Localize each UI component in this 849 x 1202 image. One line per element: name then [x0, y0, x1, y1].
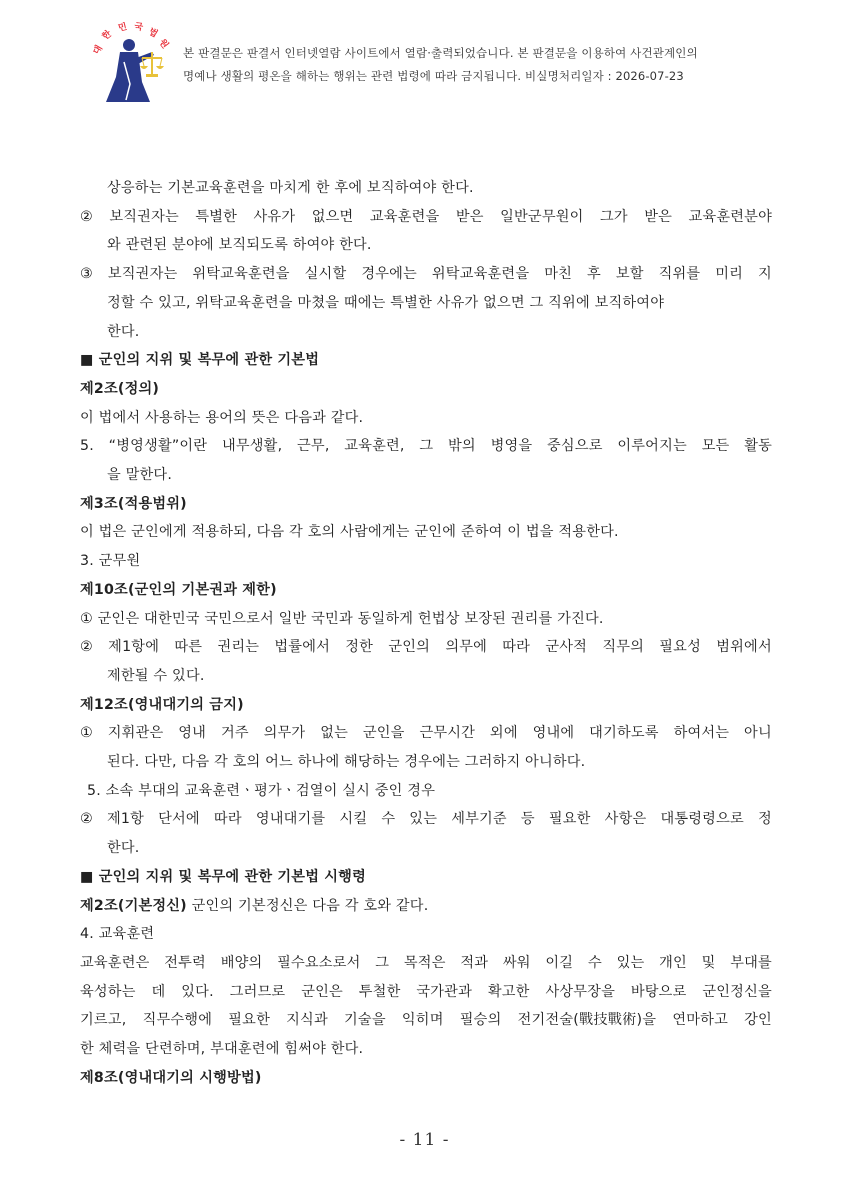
word: 지	[758, 266, 772, 283]
paragraph-line: 제한될 수 있다.	[107, 667, 205, 684]
paragraph-line	[80, 1006, 772, 1035]
word: 의무가	[263, 725, 306, 742]
word: 따라	[213, 811, 242, 828]
word: 있는	[616, 954, 645, 971]
word: 정	[757, 811, 772, 828]
word: 밖의	[448, 438, 476, 455]
word: 기르고,	[80, 1012, 127, 1029]
word: 일반군무원이	[500, 208, 584, 225]
paragraph-line: 을 말한다.	[107, 467, 173, 484]
word: 군인을	[362, 725, 405, 742]
article-heading: 제8조(영내대기의 시행방법)	[80, 1069, 262, 1086]
word: 지휘관은	[107, 725, 164, 742]
court-logo	[86, 22, 176, 104]
word: 제1항에	[108, 639, 160, 656]
article-text: 군인의 기본정신은 다음 각 호와 같다.	[186, 897, 429, 914]
word: 5.	[80, 438, 94, 455]
word: 의무에	[445, 639, 488, 656]
word: 필요한	[228, 1012, 270, 1029]
word: 법률에서	[274, 639, 331, 656]
word: 그	[419, 438, 434, 455]
paragraph-line	[80, 633, 772, 662]
word: 실시할	[304, 266, 347, 283]
word: 아니	[744, 725, 772, 742]
word: 마친	[544, 266, 573, 283]
word: 육성하는	[80, 983, 136, 1000]
usage-notice-line: 명예나 생활의 평온을 해하는 행위는 관련 법령에 따라 금지됩니다. 비실명처리일자 : 2026-07-23	[183, 69, 684, 83]
word: 범위에서	[716, 639, 772, 656]
word: 군인의	[388, 639, 431, 656]
word: 있는	[409, 811, 438, 828]
paragraph-line: 4. 교육훈련	[80, 926, 155, 943]
paragraph-line	[80, 260, 772, 289]
word: 따라	[502, 639, 531, 656]
word: 싸워	[502, 954, 531, 971]
word: 보직권자는	[107, 266, 178, 283]
word: 직무의	[602, 639, 645, 656]
word: 수	[381, 811, 396, 828]
usage-notice	[183, 42, 698, 88]
logo-char: 법	[146, 26, 160, 40]
paragraph-line: 이 법에서 사용하는 용어의 뜻은 다음과 같다.	[80, 409, 364, 426]
word: 부대를	[730, 954, 772, 971]
word: ②	[80, 811, 93, 828]
word: 경우에는	[361, 266, 417, 283]
word: 정한	[345, 639, 374, 656]
article-heading: 제12조(영내대기의 금지)	[80, 696, 244, 713]
word: 대통령령으로	[660, 811, 744, 828]
paragraph-line	[80, 719, 772, 748]
word: 군사적	[545, 639, 588, 656]
paragraph-line	[80, 805, 772, 834]
document-body	[80, 174, 772, 1093]
word: 개인	[659, 954, 687, 971]
word: 제1항	[107, 811, 145, 828]
word: 투철한	[358, 983, 401, 1000]
page-header	[86, 22, 786, 112]
word: 연마하고	[672, 1012, 728, 1029]
word: 수	[587, 954, 602, 971]
word: 직무수행에	[142, 1012, 213, 1029]
word: ③	[80, 266, 93, 283]
paragraph-line: ① 군인은 대한민국 국민으로서 일반 국민과 동일하게 헌법상 보장된 권리를 가진다.	[80, 610, 604, 627]
paragraph-line: 이 법은 군인에게 적용하되, 다음 각 호의 사람에게는 군인에 준하여 이 법을 적용한다.	[80, 524, 619, 541]
word: 근무시간	[419, 725, 476, 742]
paragraph-line: 된다. 다만, 다음 각 호의 어느 하나에 해당하는 경우에는 그러하지 아니하다.	[107, 754, 586, 771]
word: 그가	[600, 208, 628, 225]
word: 지식과	[286, 1012, 328, 1029]
word: 배양의	[220, 954, 263, 971]
word: 위탁교육훈련을	[431, 266, 530, 283]
word: 전투력	[164, 954, 206, 971]
word: 사항은	[604, 811, 647, 828]
word: 있다.	[181, 983, 214, 1000]
logo-char: 대	[91, 43, 105, 57]
word: 기술을	[344, 1012, 386, 1029]
word: 위탁교육훈련을	[192, 266, 290, 283]
word: 익히며	[401, 1012, 444, 1029]
word: 근무,	[297, 438, 330, 455]
law-title: ■ 군인의 지위 및 복무에 관한 기본법	[80, 352, 320, 369]
word: ②	[80, 639, 93, 656]
word: 보직권자는	[109, 208, 179, 225]
logo-char: 한	[100, 29, 114, 43]
word: 필수요소로서	[277, 954, 361, 971]
page-number: - 11 -	[399, 1130, 450, 1150]
word: 데	[151, 983, 166, 1000]
paragraph-line	[80, 978, 772, 1007]
word: 특별한	[195, 208, 238, 225]
word: 확고한	[487, 983, 530, 1000]
word: 거주	[220, 725, 249, 742]
word: 필승의	[459, 1012, 502, 1029]
word: 교육훈련은	[80, 954, 150, 971]
paragraph-line: 한 체력을 단련하며, 부대훈련에 힘써야 한다.	[80, 1041, 364, 1058]
word: 활동	[744, 438, 772, 455]
word: 영내대기를	[255, 811, 326, 828]
word: 따른	[174, 639, 203, 656]
paragraph-line: 상응하는 기본교육훈련을 마치게 한 후에 보직하여야 한다.	[107, 180, 474, 196]
paragraph-line: 3. 군무원	[80, 553, 141, 570]
word: 받은	[455, 208, 484, 225]
word: 없으면	[311, 208, 354, 225]
word: 사유가	[253, 208, 296, 225]
word: 모든	[701, 438, 730, 455]
word: 직위를	[658, 266, 701, 283]
word: 하여서는	[673, 725, 730, 742]
word: 그러므로	[229, 983, 286, 1000]
word: 적과	[460, 954, 489, 971]
word: 단서에	[158, 811, 200, 828]
word: 교육훈련,	[344, 438, 405, 455]
paragraph-line: 한다.	[107, 840, 140, 857]
word: ②	[80, 208, 93, 225]
word: 병영을	[490, 438, 533, 455]
article-heading: 제10조(군인의 기본권과 제한)	[80, 581, 277, 598]
word: 강인	[744, 1012, 772, 1029]
word: 필요성	[659, 639, 701, 656]
word: 세부기준	[451, 811, 507, 828]
paragraph-line: 정할 수 있고, 위탁교육훈련을 마쳤을 때에는 특별한 사유가 없으면 그 직위에 보직하여야	[107, 294, 665, 311]
word: 필요한	[548, 811, 591, 828]
logo-char: 원	[156, 37, 170, 51]
paragraph-line	[80, 203, 772, 232]
word: 교육훈련분야	[688, 208, 772, 225]
word: 국가관과	[416, 983, 472, 1000]
word: 전기전술(戰技戰術)을	[517, 1012, 657, 1029]
word: 대기하도록	[589, 725, 659, 742]
word: 권리는	[217, 639, 260, 656]
word: 후	[586, 266, 601, 283]
word: “병영생활”이란	[108, 438, 208, 455]
word: 바탕으로	[630, 983, 687, 1000]
word: 받은	[644, 208, 673, 225]
usage-notice-line: 본 판결문은 판결서 인터넷열람 사이트에서 열람·출력되었습니다. 본 판결문을 이용하여 사건관계인의	[183, 46, 698, 60]
word: 군인은	[301, 983, 343, 1000]
word: 이루어지는	[617, 438, 687, 455]
word: 그	[375, 954, 390, 971]
word: 없는	[320, 725, 348, 742]
word: 군인정신을	[702, 983, 772, 1000]
paragraph-line: 와 관련된 분야에 보직되도록 하여야 한다.	[107, 237, 372, 254]
word: 영내	[178, 725, 207, 742]
word: 이길	[545, 954, 574, 971]
word: 영내에	[532, 725, 575, 742]
word: 교육훈련을	[369, 208, 440, 225]
paragraph-line	[80, 892, 772, 921]
logo-char: 국	[133, 22, 144, 34]
law-title: ■ 군인의 지위 및 복무에 관한 기본법 시행령	[80, 868, 366, 885]
word: 사상무장을	[545, 983, 615, 1000]
paragraph-line: 한다.	[107, 323, 140, 340]
article-heading: 제3조(적용범위)	[80, 495, 187, 512]
word: 내무생활,	[221, 438, 283, 455]
word: 미리	[715, 266, 744, 283]
word: 등	[520, 811, 535, 828]
word: 중심으로	[547, 438, 603, 455]
logo-char: 민	[117, 22, 129, 34]
word: 목적은	[403, 954, 446, 971]
logo-figure-head	[123, 39, 135, 51]
paragraph-line: 5. 소속 부대의 교육훈련ㆍ평가ㆍ검열이 실시 중인 경우	[87, 782, 436, 799]
paragraph-line	[80, 949, 772, 978]
article-heading: 제2조(정의)	[80, 380, 160, 397]
word: ①	[80, 725, 93, 742]
word: 시킬	[339, 811, 368, 828]
word: 보할	[615, 266, 644, 283]
word: 외에	[489, 725, 518, 742]
paragraph-line	[80, 432, 772, 461]
article-heading: 제2조(기본정신)	[80, 897, 187, 914]
word: 및	[701, 954, 716, 971]
